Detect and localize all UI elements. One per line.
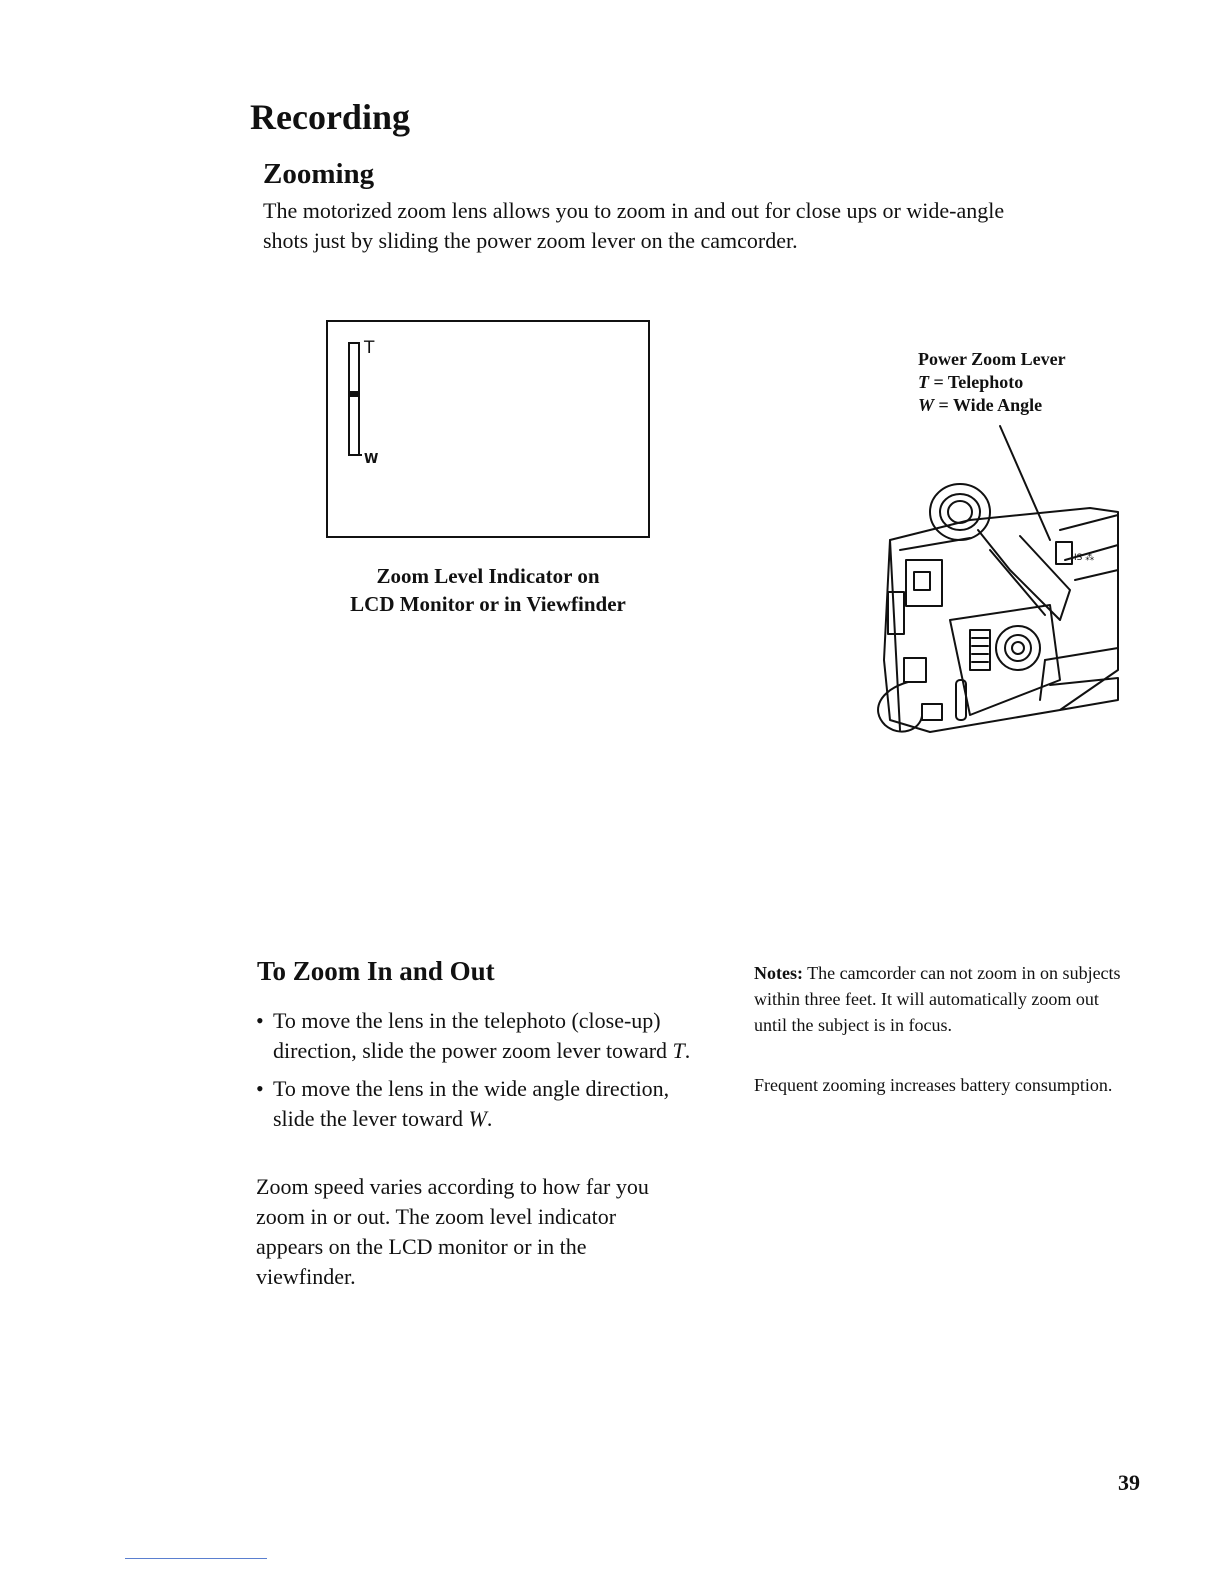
zoom-level-indicator-illustration	[326, 320, 650, 538]
footer-rule	[125, 1558, 267, 1559]
page-number: 39	[1118, 1470, 1140, 1495]
section-title: Recording	[250, 97, 410, 137]
caption-line-1: Zoom Level Indicator on	[376, 564, 600, 588]
zoom-speed-paragraph: Zoom speed varies according to how far you zoom in or out. The zoom level indicator appears on the LCD monitor or in the viewfinder.	[256, 1174, 649, 1289]
camcorder-illustration	[860, 420, 1120, 740]
zoom-bar-foot	[358, 454, 362, 456]
lever-label-telephoto: T = Telephoto	[918, 372, 1024, 392]
wide-mark: W	[364, 452, 379, 467]
subsection-title: Zooming	[263, 158, 375, 190]
svg-text:IS ⁂: IS ⁂	[1074, 553, 1095, 563]
notes-paragraph-2: Frequent zooming increases battery consumption.	[754, 1075, 1113, 1095]
steps-title: To Zoom In and Out	[257, 956, 495, 986]
zoom-steps-list	[256, 1006, 696, 1142]
notes-label: Notes:	[754, 963, 803, 983]
zoom-indicator-caption	[326, 562, 650, 618]
lever-label-title: Power Zoom Lever	[918, 349, 1066, 369]
zoom-level-marker	[348, 391, 360, 397]
lever-pointer-line	[1000, 426, 1050, 540]
telephoto-mark: T	[364, 338, 375, 358]
notes-paragraph	[754, 960, 1134, 1038]
intro-paragraph: The motorized zoom lens allows you to zoom in and out for close ups or wide-angle shots just by sliding the power zoom lever on the camcorder.	[263, 198, 1005, 253]
caption-line-2: LCD Monitor or in Viewfinder	[350, 592, 626, 616]
list-item: • To move the lens in the telephoto (close-up) direction, slide the power zoom lever toward T.	[256, 1006, 696, 1066]
power-zoom-lever-label	[918, 348, 1066, 417]
notes-text: The camcorder can not zoom in on subjects within three feet. It will automatically zoom out until the subject is in focus.	[754, 963, 1121, 1035]
lever-label-wide: W = Wide Angle	[918, 395, 1043, 415]
list-item: • To move the lens in the wide angle direction, slide the lever toward W.	[256, 1074, 696, 1134]
zoom-level-bar	[348, 342, 360, 456]
